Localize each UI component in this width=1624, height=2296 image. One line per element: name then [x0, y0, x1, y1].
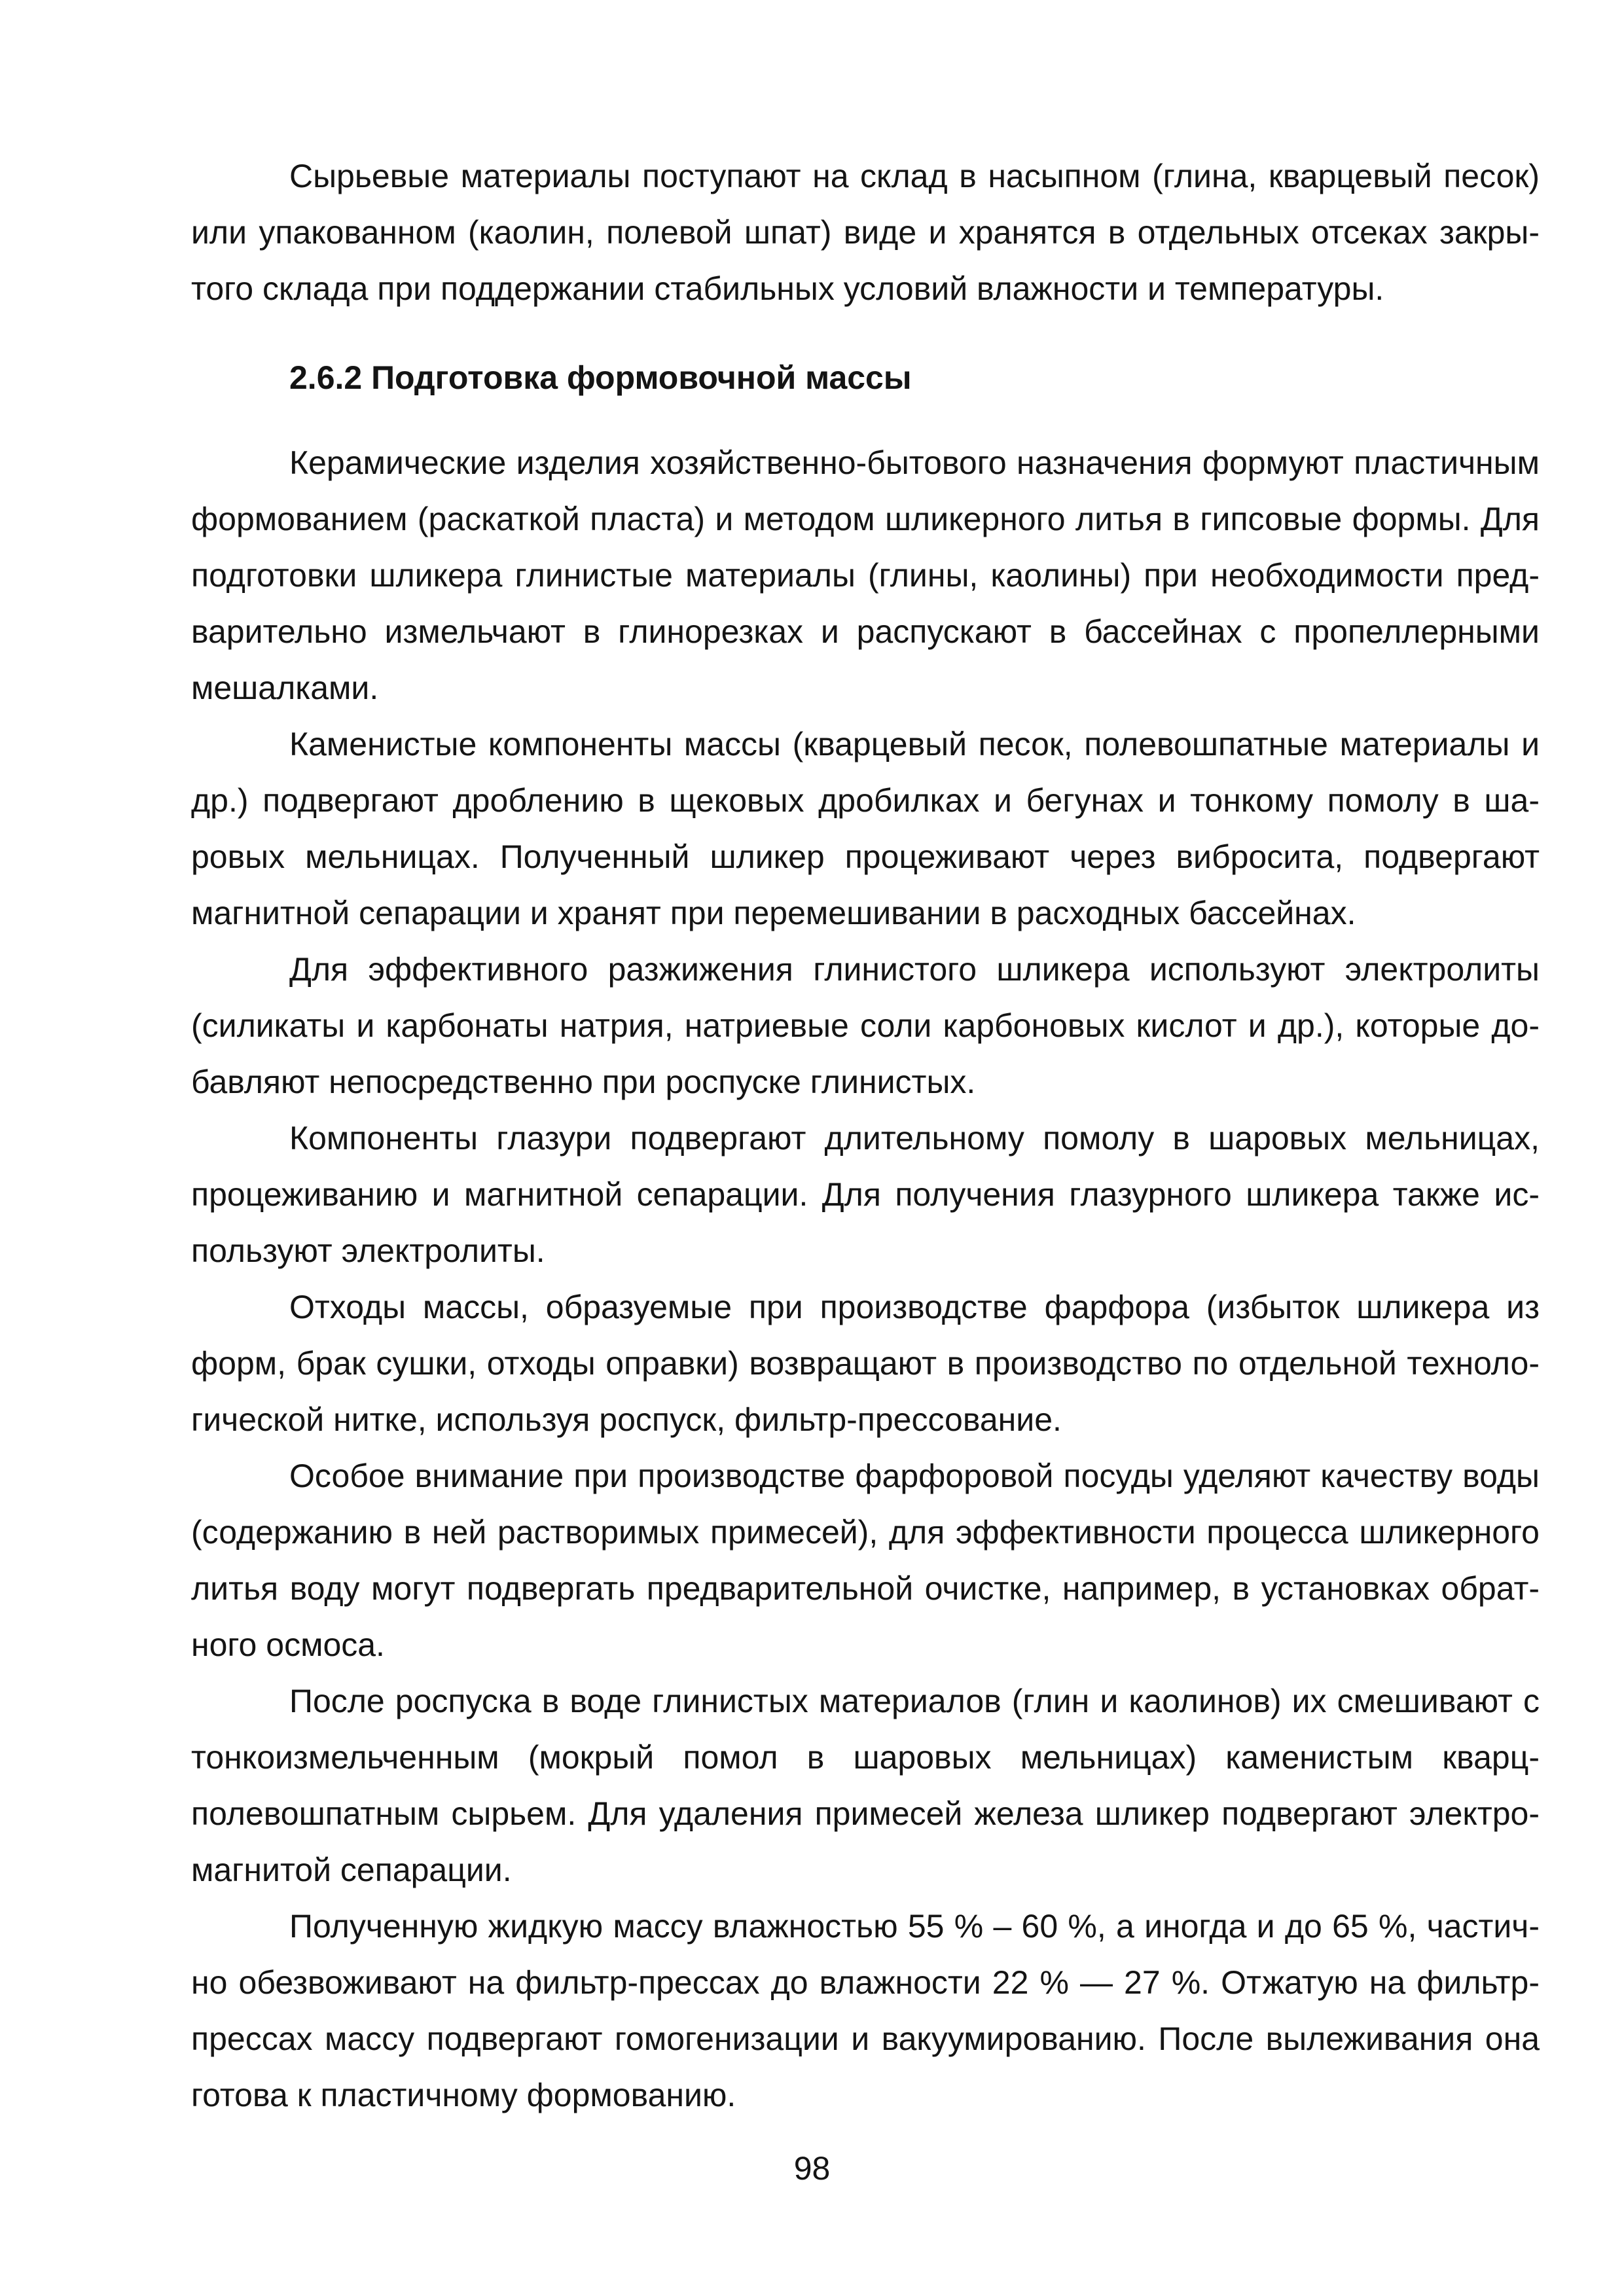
paragraph-water-quality: Особое внимание при производстве фарфоровой посуды уделяют качеству воды (содержанию в ней растворимых примесей), для эффективности процесса шликерного литья воду могут подвергать предварительной очистке, например, в установках обратного осмоса. [191, 1458, 1540, 1663]
paragraph-ceramic-forming: Керамические изделия хозяйственно-бытового назначения формуют пластичным формованием (раскаткой пласта) и методом шликерного литья в гипсовые формы. Для подготовки шликера глинистые материалы (глины, каолины) при необходимости предварительно измельчают в глинорезках и распускают в бассейнах с пропеллерными мешалками. [191, 444, 1540, 706]
paragraph-glaze-components: Компоненты глазури подвергают длительному помолу в шаровых мельницах, процеживанию и магнитной сепарации. Для получения глазурного шликера также используют электролиты. [191, 1120, 1540, 1269]
paragraph-mass-waste: Отходы массы, образуемые при производстве фарфора (избыток шликера из форм, брак сушки, отходы оправки) возвращают в производство по отдельной технологической нитке, используя роспуск, фильтр-прессование. [191, 1289, 1540, 1438]
page-number: 98 [793, 2150, 831, 2187]
paragraph-stony-components: Каменистые компоненты массы (кварцевый песок, полевошпатные материалы и др.) подвергают дроблению в щековых дробилках и бегунах и тонкому помолу в шаровых мельницах. Полученный шликер процеживают через вибросита, подвергают магнитной сепарации и хранят при перемешивании в расходных бассейнах. [191, 726, 1540, 931]
paragraph-electrolytes: Для эффективного разжижения глинистого шликера используют электролиты (силикаты и карбонаты натрия, натриевые соли карбоновых кислот и др.), которые добавляют непосредственно при роспуске глинистых. [191, 951, 1540, 1100]
intro-paragraph: Сырьевые материалы поступают на склад в насыпном (глина, кварцевый песок) или упакованном (каолин, полевой шпат) виде и хранятся в отдельных отсеках закрытого склада при поддержании стабильных условий влажности и температуры. [191, 158, 1540, 307]
section-heading: 2.6.2 Подготовка формовочной массы [289, 359, 912, 396]
paragraph-mixing: После роспуска в воде глинистых материалов (глин и каолинов) их смешивают с тонкоизмельченным (мокрый помол в шаровых мельницах) каменистым кварц-полевошпатным сырьем. Для удаления примесей железа шликер подвергают электромагнитой сепарации. [191, 1683, 1540, 1888]
paragraph-dewatering: Полученную жидкую массу влажностью 55 % – 60 %, а иногда и до 65 %, частично обезвоживают на фильтр-прессах до влажности 22 % — 27 %. Отжатую на фильтр-прессах массу подвергают гомогенизации и вакуумированию. После вылеживания она готова к пластичному формованию. [191, 1908, 1540, 2113]
